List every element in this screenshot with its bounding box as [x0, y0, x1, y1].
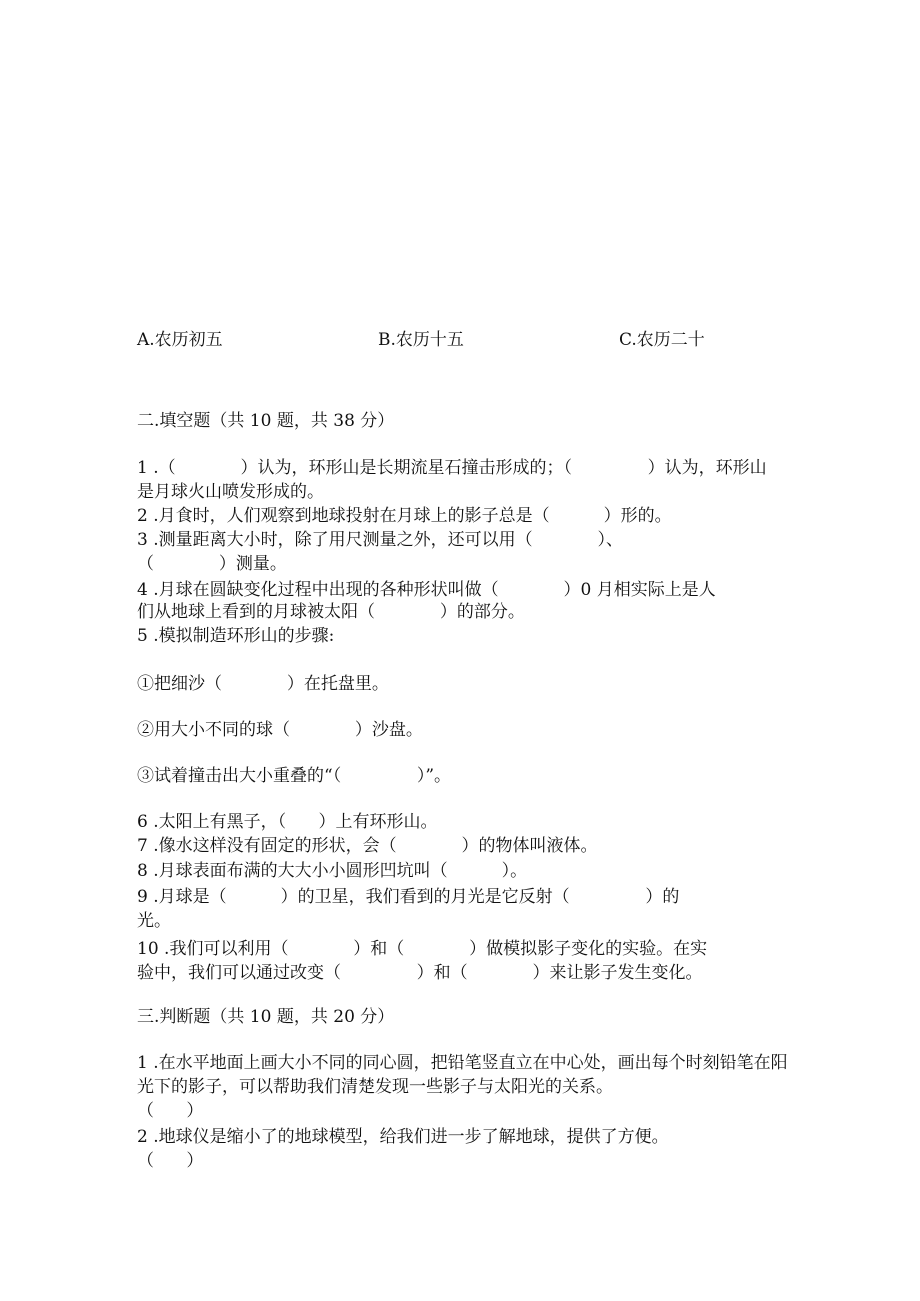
answer-blank: （ ）	[137, 1151, 204, 1171]
question-1-line-2: 是月球火山喷发形成的。	[137, 482, 324, 502]
question-9-line-2: 光。	[137, 911, 171, 931]
question-9-line-1: 9 .月球是（ ）的卫星，我们看到的月光是它反射（ ）的	[137, 887, 680, 907]
section-heading: 三.判断题（共 10 题，共 20 分）	[137, 1007, 395, 1027]
question-2: 2 .地球仪是缩小了的地球模型，给我们进一步了解地球，提供了方便。	[137, 1127, 669, 1147]
question-8: 8 .月球表面布满的大大小小圆形凹坑叫（ ）。	[137, 861, 528, 881]
question-1-line-2: 光下的影子，可以帮助我们清楚发现一些影子与太阳光的关系。	[137, 1077, 613, 1097]
question-10-line-1: 10 .我们可以利用（ ）和（ ）做模拟影子变化的实验。在实	[137, 939, 708, 959]
question-10-line-2: 验中，我们可以通过改变（ ）和（ ）来让影子发生变化。	[137, 963, 703, 983]
question-1-line-1: 1 .在水平地面上画大小不同的同心圆，把铅笔竖直立在中心处，画出每个时刻铅笔在阳	[137, 1053, 788, 1073]
question-1-line-1: 1 .（ ）认为，环形山是长期流星石撞击形成的；（ ）认为，环形山	[137, 458, 767, 478]
option-a: A.农历初五	[137, 330, 223, 350]
option-b: B.农历十五	[378, 330, 464, 350]
section-heading: 二.填空题（共 10 题，共 38 分）	[137, 411, 395, 431]
question-5-step-3: ③试着撞击出大小重叠的“（ ）”。	[137, 766, 452, 786]
question-4-line-2: 们从地球上看到的月球被太阳（ ）的部分。	[137, 602, 525, 622]
question-2: 2 .月食时，人们观察到地球投射在月球上的影子总是（ ）形的。	[137, 506, 672, 526]
question-3-line-1: 3 .测量距离大小时，除了用尺测量之外，还可以用（ ）、	[137, 530, 623, 550]
question-3-line-2: （ ）测量。	[137, 554, 287, 574]
question-4-line-1: 4 .月球在圆缺变化过程中出现的各种形状叫做（ ）0 月相实际上是人	[137, 580, 716, 600]
question-7: 7 .像水这样没有固定的形状，会（ ）的物体叫液体。	[137, 836, 598, 856]
question-5: 5 .模拟制造环形山的步骤:	[137, 626, 335, 646]
answer-blank: （ ）	[137, 1101, 204, 1121]
question-6: 6 .太阳上有黑子，（ ）上有环形山。	[137, 812, 438, 832]
option-c: C.农历二十	[619, 330, 705, 350]
question-5-step-1: ①把细沙（ ）在托盘里。	[137, 674, 389, 694]
question-5-step-2: ②用大小不同的球（ ）沙盘。	[137, 720, 423, 740]
